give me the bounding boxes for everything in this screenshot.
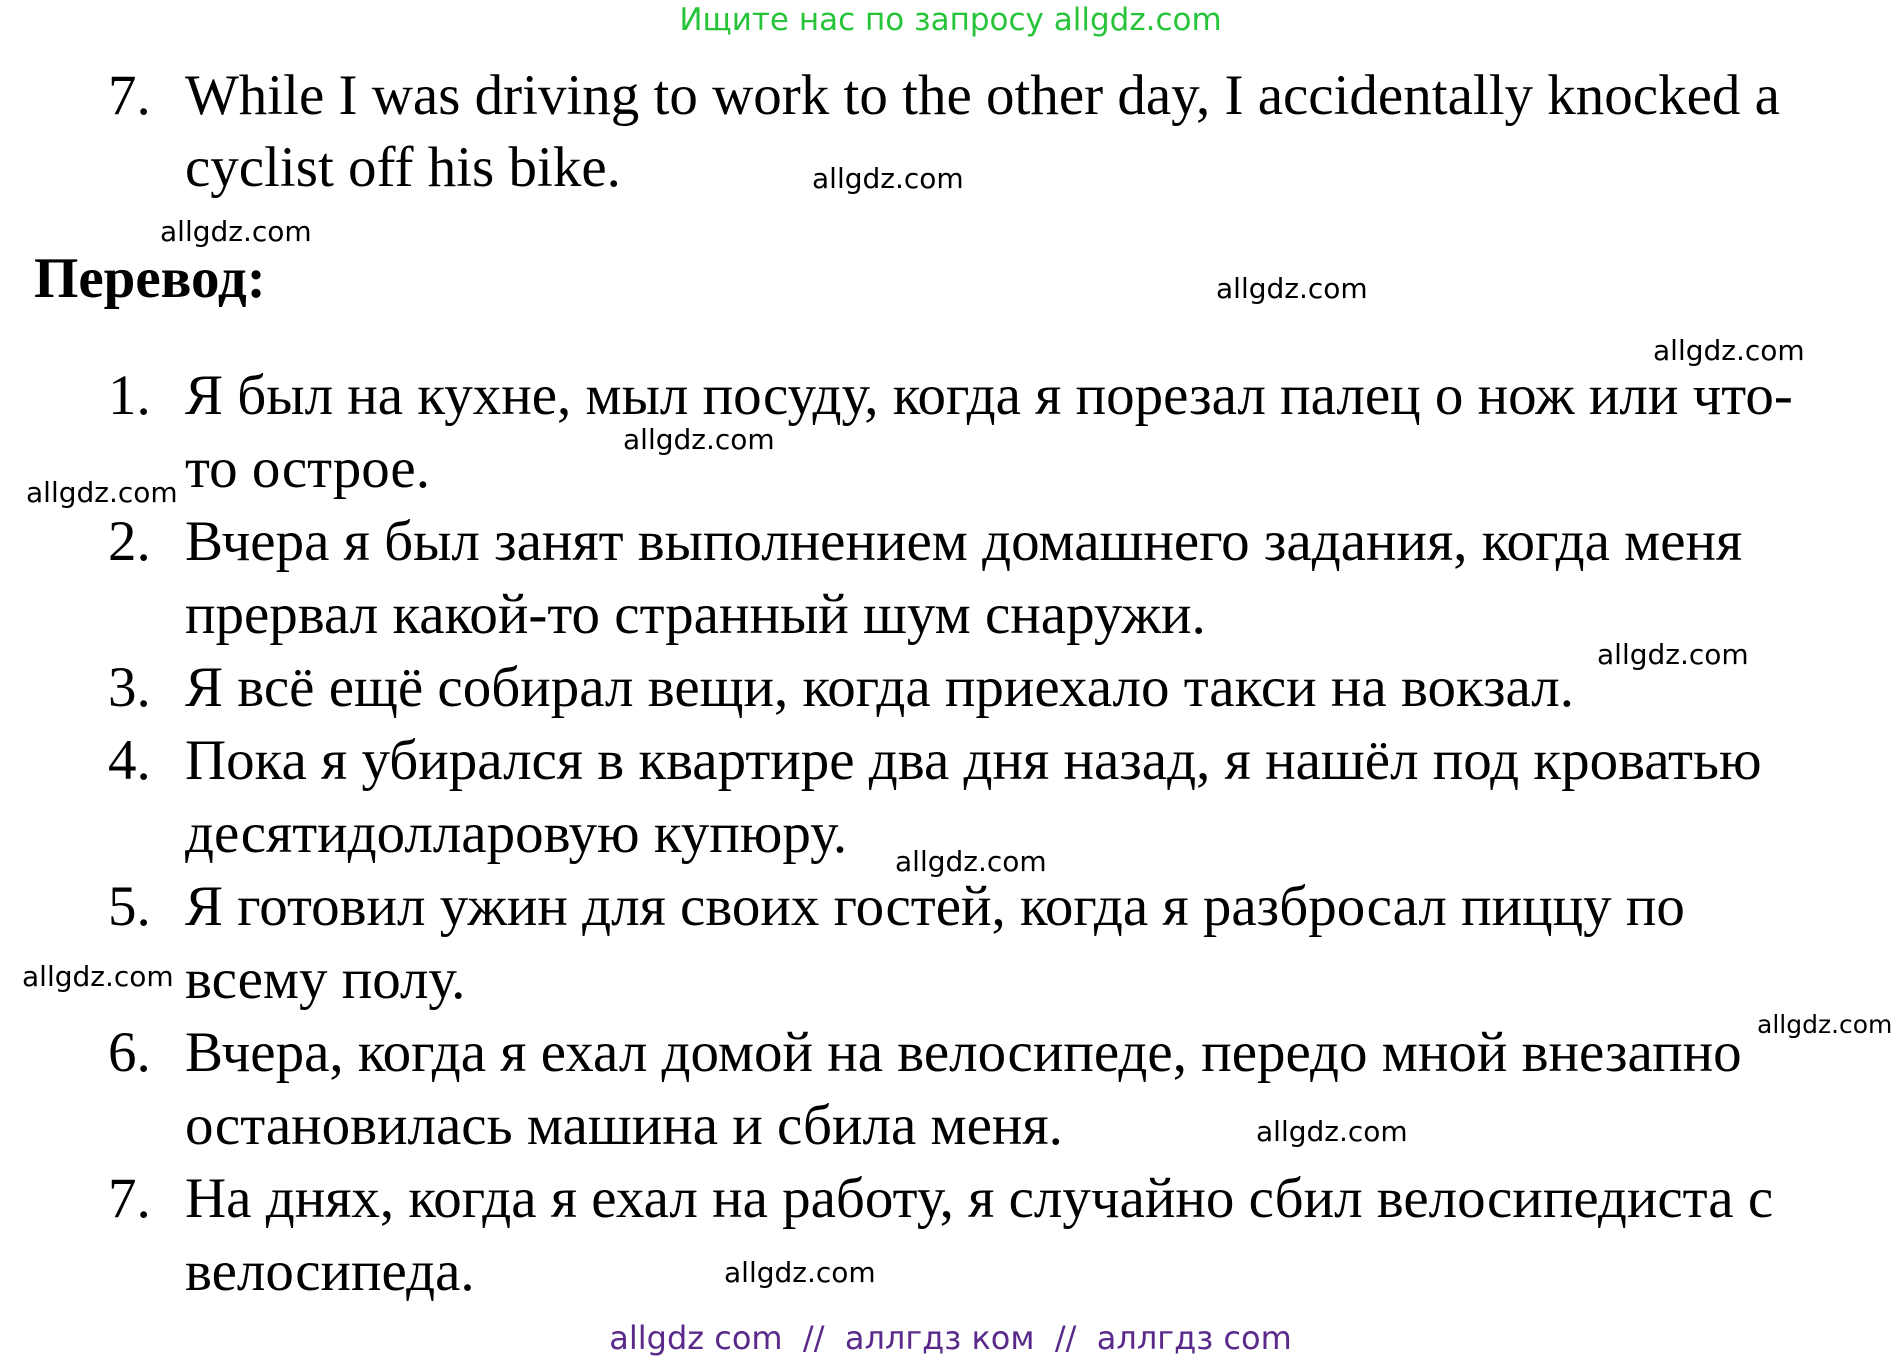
item-line-1: Вчера я был занят выполнением домашнего задания, когда меня xyxy=(185,510,1743,573)
item-number: 2. xyxy=(108,510,151,573)
item-line-1: Я всё ещё собирал вещи, когда приехало такси на вокзал. xyxy=(185,656,1574,719)
item-number: 6. xyxy=(108,1021,151,1084)
item-number: 3. xyxy=(108,656,151,719)
watermark: allgdz.com xyxy=(1256,1115,1408,1148)
item-line-1: Я готовил ужин для своих гостей, когда я разбросал пиццу по xyxy=(185,875,1685,938)
watermark: allgdz.com xyxy=(724,1256,876,1289)
item-line-1: Я был на кухне, мыл посуду, когда я порезал палец о нож или что- xyxy=(185,364,1793,427)
item-number: 7. xyxy=(108,1167,151,1230)
item-number: 1. xyxy=(108,364,151,427)
watermark: allgdz.com xyxy=(22,960,174,993)
translation-heading: Перевод: xyxy=(34,247,266,310)
item-line-2: десятидолларовую купюру. xyxy=(185,802,848,865)
item-line-1: На днях, когда я ехал на работу, я случайно сбил велосипедиста с xyxy=(185,1167,1774,1230)
watermark: allgdz.com xyxy=(623,423,775,456)
item-line-1: Пока я убирался в квартире два дня назад, я нашёл под кроватью xyxy=(185,729,1762,792)
item-line-2: прервал какой-то странный шум снаружи. xyxy=(185,583,1206,646)
top-banner: Ищите нас по запросу allgdz.com xyxy=(679,2,1222,38)
item-number: 7. xyxy=(108,64,151,127)
item-line-1: Вчера, когда я ехал домой на велосипеде, передо мной внезапно xyxy=(185,1021,1742,1084)
watermark: allgdz.com xyxy=(26,476,178,509)
watermark: allgdz.com xyxy=(1757,1010,1893,1039)
item-line-2: то острое. xyxy=(185,437,430,500)
item-line-2: остановилась машина и сбила меня. xyxy=(185,1094,1063,1157)
item-line-2: cyclist off his bike. xyxy=(185,136,621,199)
watermark: allgdz.com xyxy=(160,215,312,248)
watermark: allgdz.com xyxy=(1653,334,1805,367)
watermark: allgdz.com xyxy=(895,845,1047,878)
item-line-1: While I was driving to work to the other day, I accidentally knocked a xyxy=(185,64,1780,127)
item-line-2: велосипеда. xyxy=(185,1240,475,1303)
item-number: 5. xyxy=(108,875,151,938)
watermark: allgdz.com xyxy=(1216,272,1368,305)
watermark: allgdz.com xyxy=(812,162,964,195)
watermark: allgdz.com xyxy=(1597,638,1749,671)
item-number: 4. xyxy=(108,729,151,792)
footer-watermark: allgdz com // аллгдз ком // аллгдз com xyxy=(609,1319,1292,1357)
item-line-2: всему полу. xyxy=(185,948,466,1011)
